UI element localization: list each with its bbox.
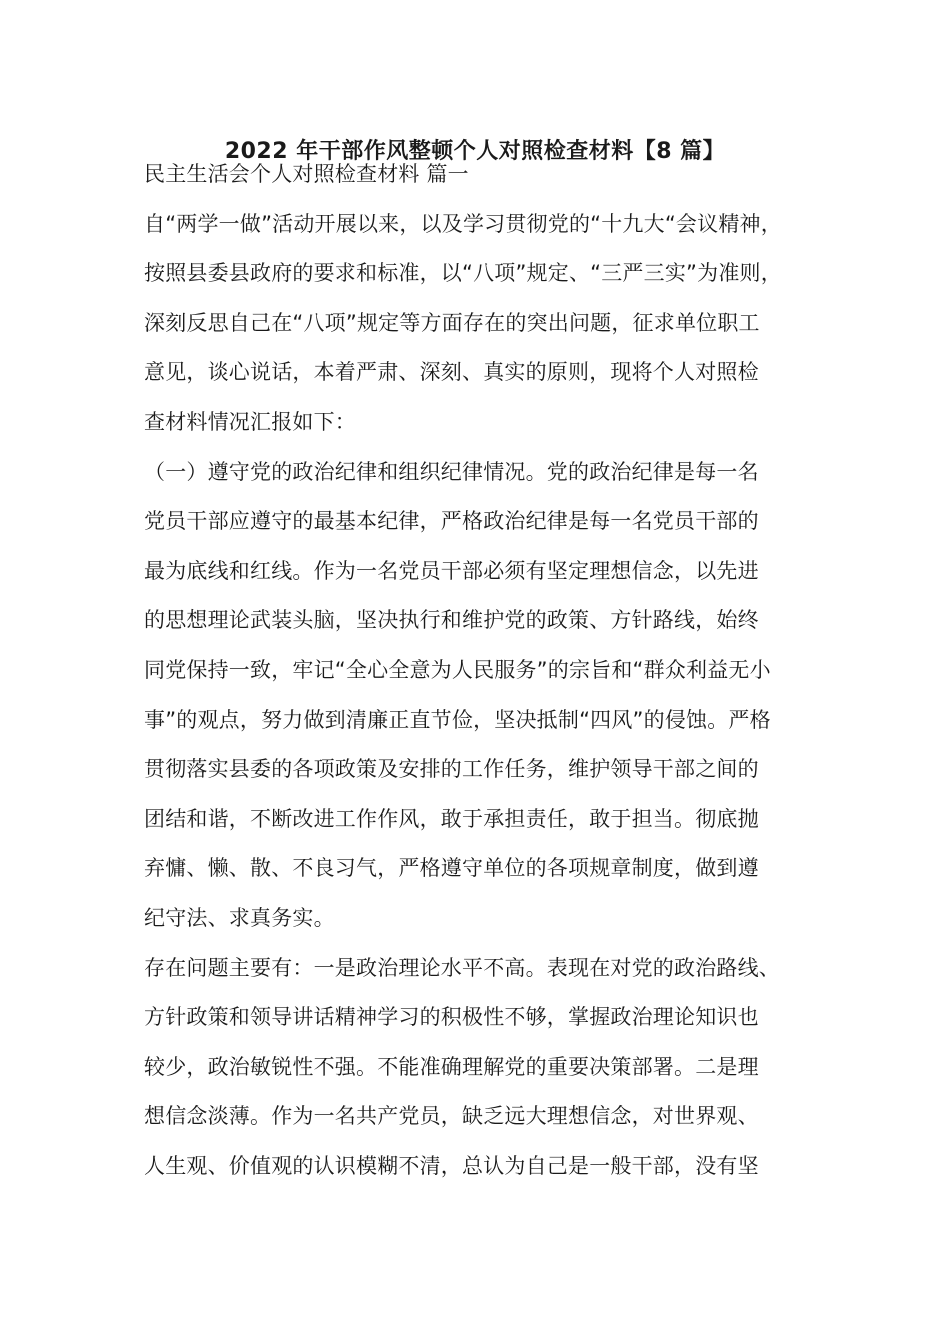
body-line: 同党保持一致，牢记“全心全意为人民服务”的宗旨和“群众利益无小 <box>144 657 771 682</box>
document-title: 2022 年干部作风整顿个人对照检查材料【8 篇】 <box>224 139 726 164</box>
body-line: 纪守法、求真务实。 <box>144 905 335 930</box>
body-line: 最为底线和红线。作为一名党员干部必须有坚定理想信念，以先进 <box>144 558 759 583</box>
body-line: 较少，政治敏锐性不强。不能准确理解党的重要决策部署。二是理 <box>144 1054 759 1079</box>
body-line: 深刻反思自己在“八项”规定等方面存在的突出问题，征求单位职工 <box>144 310 760 335</box>
body-line: 人生观、价值观的认识模糊不清，总认为自己是一般干部，没有坚 <box>144 1153 759 1178</box>
body-line: （一）遵守党的政治纪律和组织纪律情况。党的政治纪律是每一名 <box>144 459 759 484</box>
body-line: 弃慵、懒、散、不良习气，严格遵守单位的各项规章制度，做到遵 <box>144 856 759 881</box>
section-heading: 民主生活会个人对照检查材料 篇一 <box>144 162 469 186</box>
body-line: 的思想理论武装头脑，坚决执行和维护党的政策、方针路线，始终 <box>144 608 759 633</box>
body-line: 想信念淡薄。作为一名共产党员，缺乏远大理想信念，对世界观、 <box>144 1104 759 1129</box>
body-line: 存在问题主要有：一是政治理论水平不高。表现在对党的政治路线、 <box>144 955 780 980</box>
body-line: 团结和谐，不断改进工作作风，敢于承担责任，敢于担当。彻底抛 <box>144 806 759 831</box>
body-line: 贯彻落实县委的各项政策及安排的工作任务，维护领导干部之间的 <box>144 757 759 782</box>
body-line: 按照县委县政府的要求和标准，以“八项”规定、“三严三实”为准则， <box>144 261 782 286</box>
body-line: 方针政策和领导讲话精神学习的积极性不够，掌握政治理论知识也 <box>144 1005 759 1030</box>
body-line: 党员干部应遵守的最基本纪律，严格政治纪律是每一名党员干部的 <box>144 509 759 534</box>
body-line: 意见，谈心说话，本着严肃、深刻、真实的原则，现将个人对照检 <box>144 360 759 385</box>
document-body <box>144 150 834 1191</box>
body-line: 事”的观点，努力做到清廉正直节俭，坚决抵制“四风”的侵蚀。严格 <box>144 707 771 732</box>
body-line: 自“两学一做”活动开展以来，以及学习贯彻党的“十九大“会议精神， <box>144 211 782 236</box>
body-line: 查材料情况汇报如下： <box>144 409 356 434</box>
